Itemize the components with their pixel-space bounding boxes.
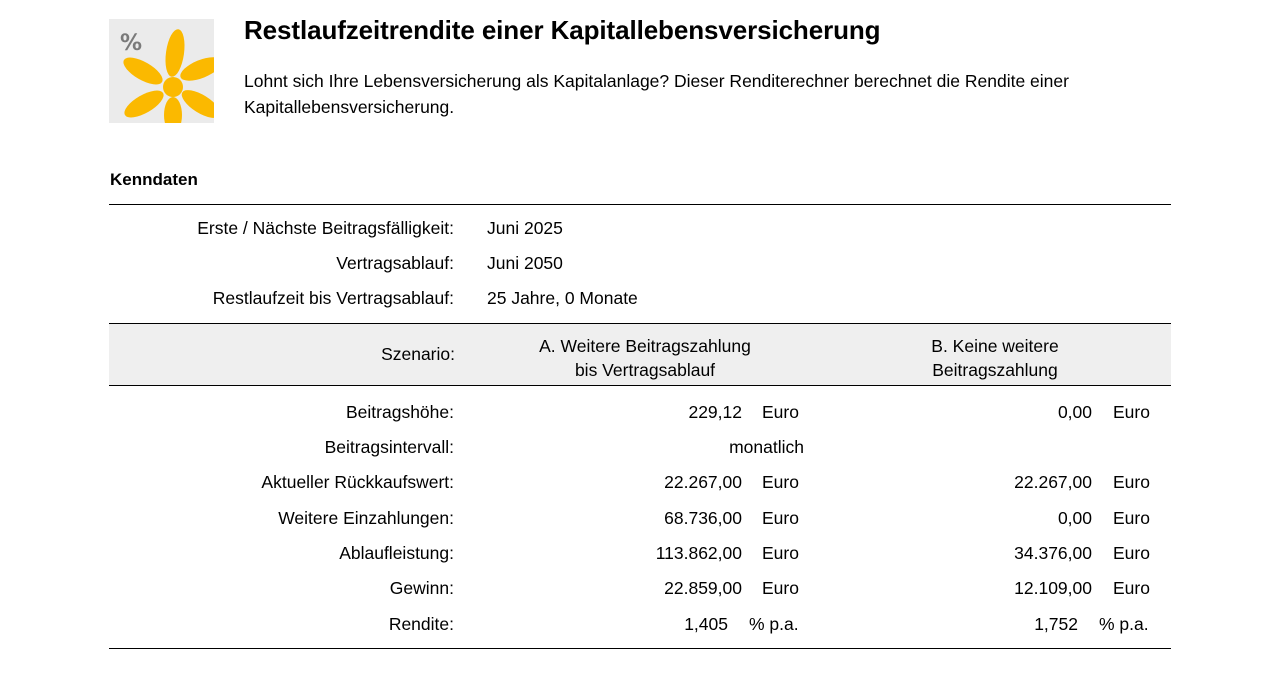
result-row-ablaufleistung — [0, 543, 1280, 567]
result-row-rendite — [0, 614, 1280, 638]
row-value: Juni 2050 — [487, 253, 563, 273]
calculator-logo — [109, 19, 214, 123]
row-value: 25 Jahre, 0 Monate — [487, 288, 638, 308]
kenndaten-row — [0, 288, 1280, 312]
unit-a: Euro — [762, 578, 799, 598]
row-label: Gewinn: — [389, 578, 454, 598]
scenario-b-heading: B. Keine weitere Beitragszahlung — [931, 336, 1059, 380]
scenario-header — [109, 323, 1171, 386]
percent-flower-icon — [109, 19, 214, 123]
unit-b: % p.a. — [1099, 614, 1149, 634]
value-a: 229,12 — [688, 402, 742, 422]
value-a: 22.859,00 — [664, 578, 742, 598]
row-value: Juni 2025 — [487, 218, 563, 238]
section-title-kenndaten: Kenndaten — [110, 170, 198, 189]
divider — [109, 204, 1171, 205]
unit-b: Euro — [1113, 402, 1150, 422]
value-a: 113.862,00 — [655, 543, 742, 563]
row-label: Aktueller Rückkaufswert: — [261, 472, 454, 492]
unit-a: Euro — [762, 402, 799, 422]
unit-a: Euro — [762, 508, 799, 528]
value-a: monatlich — [729, 437, 804, 457]
intro-text: Lohnt sich Ihre Lebensversicherung als Kapitalanlage? Dieser Renditerechner berechnet die Rendite einer Kapitallebensversicherung. — [244, 71, 1069, 117]
row-label: Rendite: — [388, 614, 454, 634]
unit-b: Euro — [1113, 578, 1150, 598]
scenario-label: Szenario: — [381, 344, 455, 364]
value-b: 12.109,00 — [1014, 578, 1092, 598]
row-label: Ablaufleistung: — [339, 543, 454, 563]
unit-a: Euro — [762, 543, 799, 563]
unit-b: Euro — [1113, 508, 1150, 528]
result-row-einzahlungen — [0, 508, 1280, 532]
value-b: 34.376,00 — [1014, 543, 1092, 563]
result-row-gewinn — [0, 578, 1280, 602]
value-b: 22.267,00 — [1014, 472, 1092, 492]
row-label: Weitere Einzahlungen: — [278, 508, 454, 528]
unit-b: Euro — [1113, 543, 1150, 563]
result-row-beitragsintervall — [0, 437, 1280, 461]
result-row-beitragshoehe — [0, 402, 1280, 426]
value-b: 1,752 — [1034, 614, 1078, 634]
value-a: 22.267,00 — [664, 472, 742, 492]
row-label: Beitragsintervall: — [324, 437, 454, 457]
value-b: 0,00 — [1057, 402, 1092, 422]
row-label: Erste / Nächste Beitragsfälligkeit: — [197, 218, 454, 238]
result-row-rueckkaufswert — [0, 472, 1280, 496]
value-a: 68.736,00 — [664, 508, 742, 528]
unit-a: % p.a. — [749, 614, 799, 634]
scenario-a-heading: A. Weitere Beitragszahlung bis Vertragsablauf — [539, 336, 751, 380]
row-label: Restlaufzeit bis Vertragsablauf: — [212, 288, 454, 308]
logo-text: % — [120, 31, 143, 56]
divider — [109, 648, 1171, 649]
row-label: Vertragsablauf: — [336, 253, 454, 273]
value-a: 1,405 — [684, 614, 728, 634]
row-label: Beitragshöhe: — [346, 402, 454, 422]
value-b: 0,00 — [1057, 508, 1092, 528]
page-title: Restlaufzeitrendite einer Kapitallebensversicherung — [244, 15, 881, 45]
unit-a: Euro — [762, 472, 799, 492]
unit-b: Euro — [1113, 472, 1150, 492]
kenndaten-row — [0, 218, 1280, 242]
kenndaten-row — [0, 253, 1280, 277]
